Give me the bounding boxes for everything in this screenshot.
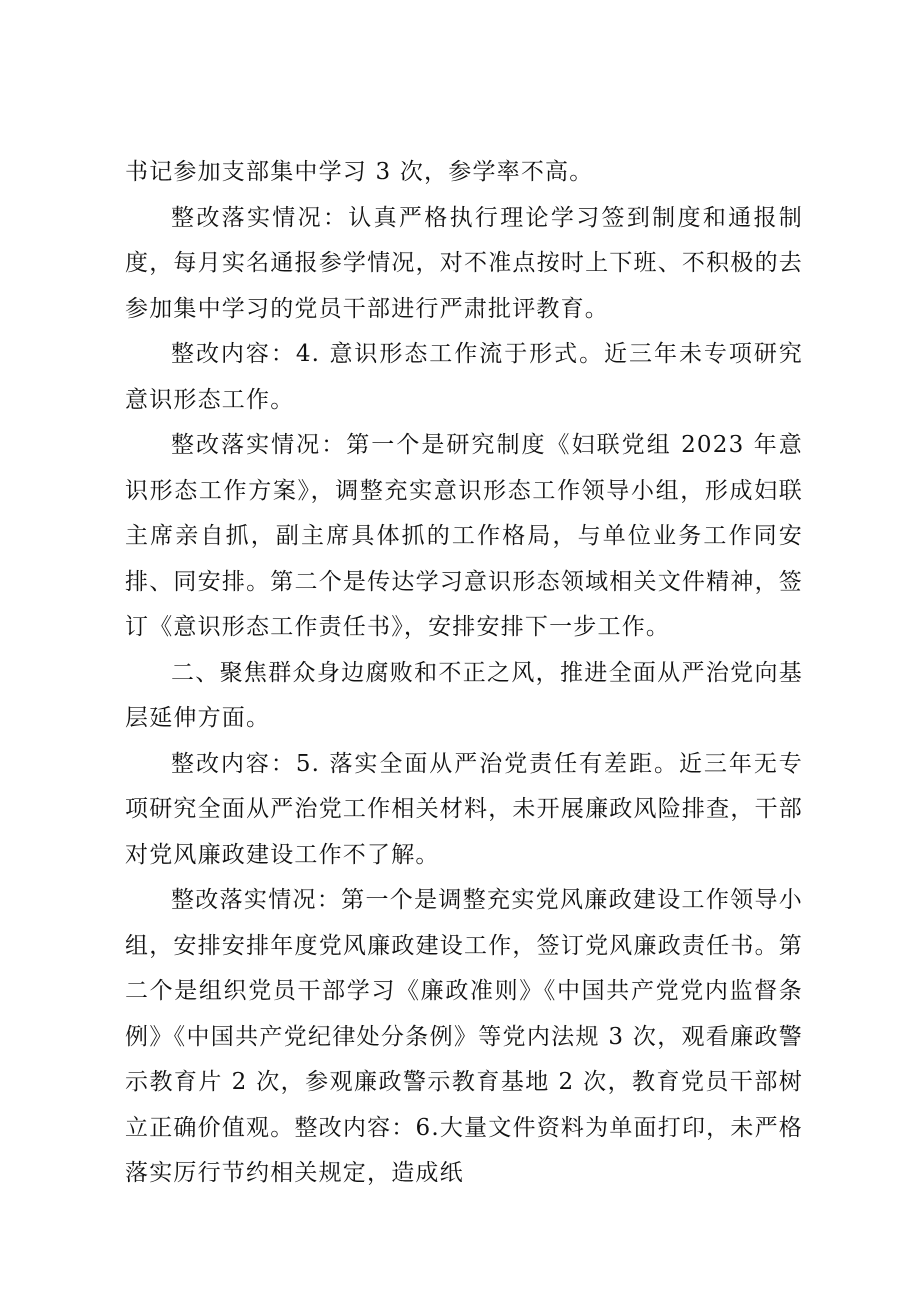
paragraph-section-two-heading: 二、聚焦群众身边腐败和不正之风，推进全面从严治党向基层延伸方面。: [125, 659, 803, 731]
paragraph-integrity-rectification: 整改落实情况：第一个是调整充实党风廉政建设工作领导小组，安排安排年度党风廉政建设工作，签订党风廉政责任书。第二个是组织党员干部学习《廉政准则》《中国共产党党内监督条例》《中国共产党纪律处分条例》等党内法规 3 次，观看廉政警示教育片 2 次，参观廉政警示教育基地 2 次，教育党员干部树立正确价值观。整改内容：6.大量文件资料为单面打印，未严格落实厉行节约相关规定，造成纸: [125, 887, 803, 1186]
document-body: [125, 150, 803, 1197]
paragraph-rectification-item-4: 整改内容：4. 意识形态工作流于形式。近三年未专项研究意识形态工作。: [125, 341, 803, 413]
paragraph-rectification-study: 整改落实情况：认真严格执行理论学习签到制度和通报制度，每月实名通报参学情况，对不准点按时上下班、不积极的去参加集中学习的党员干部进行严肃批评教育。: [125, 204, 803, 322]
paragraph-rectification-item-5: 整改内容：5. 落实全面从严治党责任有差距。近三年无专项研究全面从严治党工作相关材料，未开展廉政风险排查，干部对党风廉政建设工作不了解。: [125, 750, 803, 868]
paragraph-study-attendance: 书记参加支部集中学习 3 次，参学率不高。: [125, 159, 594, 185]
paragraph-ideology-rectification: 整改落实情况：第一个是研究制度《妇联党组 2023 年意识形态工作方案》，调整充实意识形态工作领导小组，形成妇联主席亲自抓，副主席具体抓的工作格局，与单位业务工作同安排、同安排。第二个是传达学习意识形态领域相关文件精神，签订《意识形态工作责任书》，安排安排下一步工作。: [125, 432, 803, 640]
